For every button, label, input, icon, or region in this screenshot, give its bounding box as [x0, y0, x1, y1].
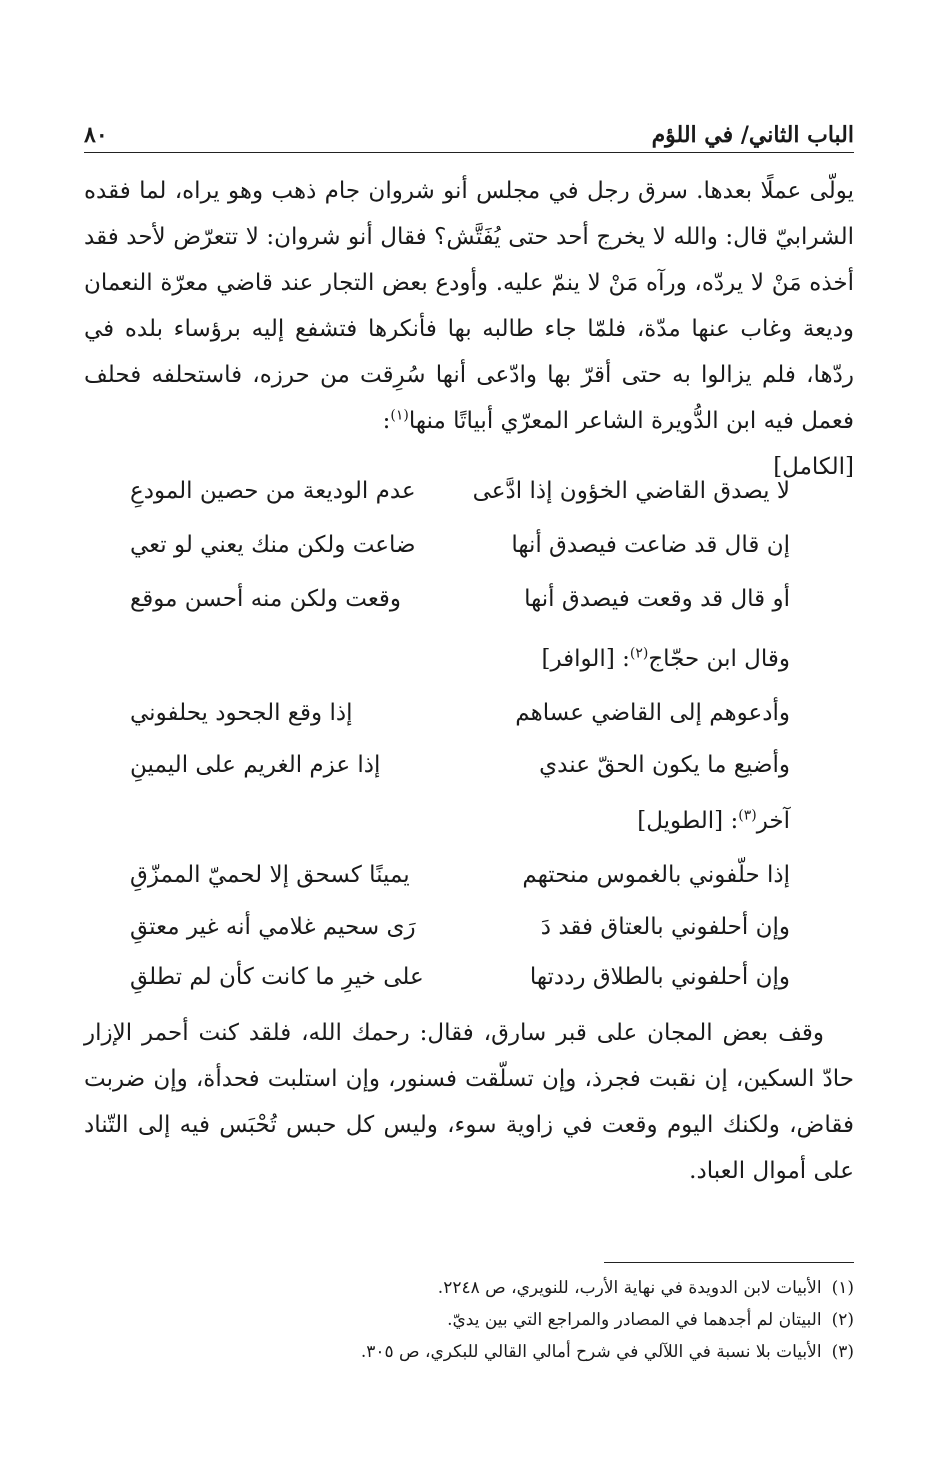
second-hemistich: عدم الوديعة من حصين المودعِ [130, 478, 416, 504]
footnote-marker-1: (١) [390, 407, 409, 424]
paragraph-1-tail: : [382, 408, 391, 434]
second-hemistich: يمينًا كسحق إلا لحميّ الممزّقِ [130, 862, 410, 888]
second-hemistich: وقعت ولكن منه أحسن موقع [130, 586, 402, 612]
poem-intro-2-text: وقال ابن حجّاج [648, 646, 790, 672]
second-hemistich: على خيرِ ما كانت كأن لم تطلقِ [130, 964, 424, 990]
page-header [84, 108, 854, 148]
footnote-marker-3: (٣) [738, 807, 757, 824]
verse-line [130, 574, 790, 624]
first-hemistich: وأضيع ما يكون الحقّ عندي [539, 752, 790, 778]
footnote-rule [604, 1262, 854, 1263]
verse-line [130, 688, 790, 738]
footnote-text: البيتان لم أجدهما في المصادر والمراجع التي بين يديّ. [447, 1310, 822, 1330]
verse-line [130, 520, 790, 570]
page-number: ٨٠ [84, 122, 108, 148]
paragraph-2: وقف بعض المجان على قبر سارق، فقال: رحمك الله، فلقد كنت أحمر الإزار حادّ السكين، إن نقبت فجرذ، وإن تسلّقت فسنور، وإن استلبت فحدأة، وإن ضربت فقاض، ولكنك اليوم وقعت في زاوية سوء، وليس كل حبس تُحْبَس فيه إلى التّناد على أموال العباد. [84, 1020, 854, 1184]
second-hemistich: إذا عزم الغريم على اليمينِ [130, 752, 381, 778]
footnote-number: (٢) [831, 1310, 854, 1330]
verse-line [130, 466, 790, 516]
footnote [84, 1336, 854, 1368]
footnote-text: الأبيات بلا نسبة في اللآلي في شرح أمالي القالي للبكري، ص ٣٠٥. [360, 1342, 822, 1362]
meter-label-2: : [الوافر] [541, 646, 630, 672]
second-hemistich: رَى سحيم غلامي أنه غير معتقِ [130, 914, 416, 940]
running-title: الباب الثاني/ في اللؤم [651, 122, 854, 148]
first-hemistich: أو قال قد وقعت فيصدق أنها [524, 586, 790, 612]
second-hemistich: إذا وقع الجحود يحلفوني [130, 700, 353, 726]
paragraph-1-text: يولّى عملًا بعدها. سرق رجل في مجلس أنو شروان جام ذهب وهو يراه، لما فقده الشرابيّ قال: والله لا يخرج أحد حتى يُفَتَّش؟ فقال أنو شروان: لا تتعرّض لأحد فقد أخذه مَنْ لا يردّه، ورآه مَنْ لا ينمّ عليه. وأودع بعض التجار عند قاضي معرّة النعمان وديعة وغاب عنها مدّة، فلمّا جاء طالبه بها فأنكرها فتشفع إليه برؤساء بلده في ردّها، فلم يزالوا به حتى أقرّ بها وادّعى أنها سُرِقت من حرزه، فاستحلفه فحلف فعمل فيه ابن الدُّويرة الشاعر المعرّي أبياتًا منها [84, 178, 854, 434]
footnote-number: (٣) [831, 1342, 854, 1362]
poem-intro-3-text: آخر [756, 808, 790, 834]
footnote [84, 1304, 854, 1336]
header-rule [84, 152, 854, 153]
first-hemistich: وأدعوهم إلى القاضي عساهم [515, 700, 790, 726]
footnote-marker-2: (٢) [629, 645, 649, 662]
verse-line [130, 850, 790, 900]
footnotes [84, 1272, 854, 1368]
footnote-number: (١) [831, 1278, 854, 1298]
footnote [84, 1272, 854, 1304]
poem-intro-3 [637, 796, 790, 846]
verse-line [130, 902, 790, 952]
poem-intro-2 [541, 634, 790, 684]
first-hemistich: إن قال قد ضاعت فيصدق أنها [511, 532, 790, 558]
verse-line [130, 952, 790, 1002]
verse-line [130, 740, 790, 790]
first-hemistich: لا يصدق القاضي الخؤون إذا ادَّعى [472, 478, 790, 504]
first-hemistich: وإن أحلفوني بالطلاق رددتها [529, 964, 790, 990]
meter-label-1: [الكامل] [773, 454, 854, 480]
second-hemistich: ضاعت ولكن منك يعني لو تعي [130, 532, 416, 558]
paragraph-1 [84, 168, 854, 490]
first-hemistich: وإن أحلفوني بالعتاق فقد دَ [540, 914, 790, 940]
footnote-text: الأبيات لابن الدويدة في نهاية الأرب، للنويري، ص ٢٢٤٨. [437, 1278, 822, 1298]
first-hemistich: إذا حلّفوني بالغموس منحتهم [522, 862, 790, 888]
meter-label-3: : [الطويل] [637, 808, 739, 834]
